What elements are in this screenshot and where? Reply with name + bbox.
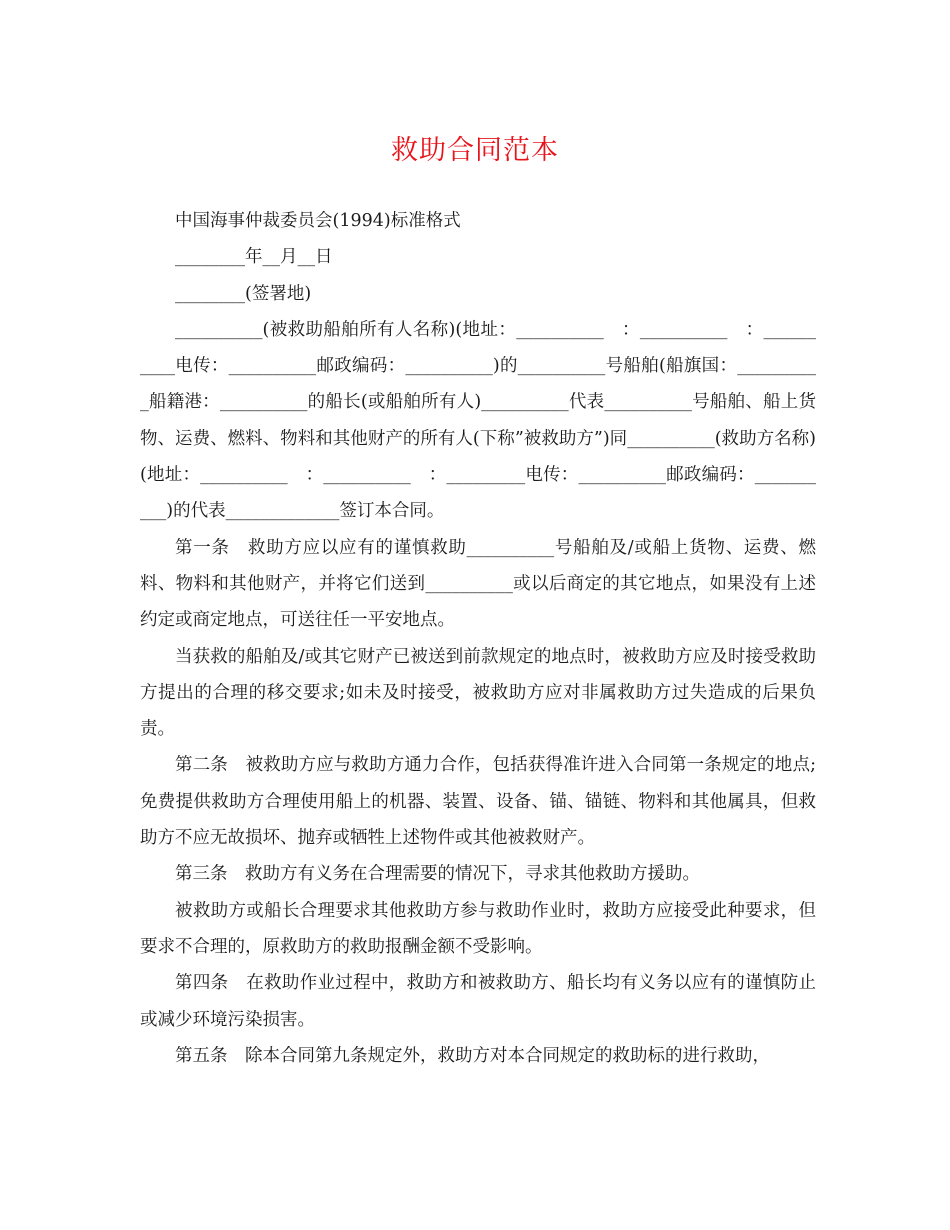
- document-body: [140, 203, 816, 1074]
- paragraph-standard-format: 中国海事仲裁委员会(1994)标准格式: [175, 211, 461, 231]
- paragraph-article-5: 第五条 除本合同第九条规定外，救助方对本合同规定的救助标的进行救助，: [175, 1045, 770, 1066]
- paragraph-article-3-clause-2: 被救助方或船长合理要求其他救助方参与救助作业时，救助方应接受此种要求，但要求不合理的，原救助方的救助报酬金额不受影响。: [140, 900, 816, 957]
- paragraph-article-4: 第四条 在救助作业过程中，救助方和被救助方、船长均有义务以应有的谨慎防止或减少环境污染损害。: [140, 973, 816, 1030]
- paragraph-article-1-clause-2: 当获救的船舶及/或其它财产已被送到前款规定的地点时，被救助方应及时接受救助方提出的合理的移交要求;如未及时接受，被救助方应对非属救助方过失造成的后果负责。: [140, 646, 816, 740]
- paragraph-article-2: 第二条 被救助方应与救助方通力合作，包括获得准许进入合同第一条规定的地点;免费提供救助方合理使用船上的机器、装置、设备、锚、锚链、物料和其他属具，但救助方不应无故损坏、抛弃或牺牲上述物件或其他被救财产。: [140, 755, 816, 849]
- paragraph-parties: __________(被救助船舶所有人名称)(地址：__________ ：__________ ：__________电传：__________邮政编码：__________)的__________号船舶(船旗国：__________船籍港：__________的船长(或船舶所有人)__________代表__________号船舶、船上货物、运费、燃料、物料和其他财产的所有人(下称”被救助方”)同__________(救助方名称)(地址：__________ ：__________ ：_________电传：__________邮政编码：__________)的代表_____________签订本合同。: [140, 319, 816, 522]
- paragraph-signing-place: ________(签署地): [175, 283, 312, 304]
- document-title: 救助合同范本: [391, 135, 559, 166]
- paragraph-article-1: 第一条 救助方应以应有的谨慎救助__________号船舶及/或船上货物、运费、燃料、物料和其他财产，并将它们送到__________或以后商定的其它地点，如果没有上述约定或商定地点，可送往任一平安地点。: [140, 537, 816, 631]
- paragraph-date-line: ________年__月__日: [175, 247, 333, 268]
- paragraph-article-3: 第三条 救助方有义务在合理需要的情况下，寻求其他救助方援助。: [175, 864, 700, 885]
